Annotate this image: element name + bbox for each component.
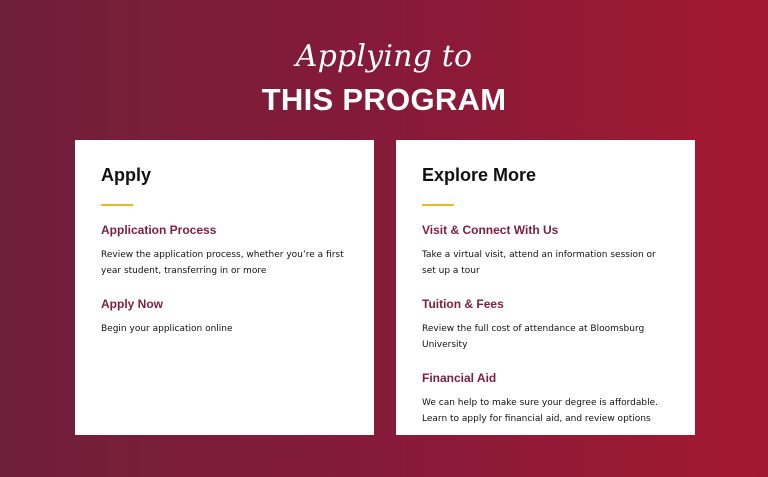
- apply-card-heading: Apply: [101, 165, 152, 185]
- accent-divider: [422, 204, 454, 206]
- tuition-fees-description: Review the full cost of attendance at Bloomsburg University: [422, 324, 645, 350]
- section-header: [0, 38, 768, 118]
- visit-connect-description: Take a virtual visit, attend an information session or set up a tour: [422, 250, 656, 276]
- accent-divider: [101, 204, 133, 206]
- explore-more-card-heading: Explore More: [422, 165, 537, 185]
- application-process-description: Review the application process, whether you’re a first year student, transferring in or more: [101, 250, 344, 276]
- financial-aid-description: We can help to make sure your degree is affordable. Learn to apply for financial aid, and review options: [422, 398, 659, 424]
- financial-aid-link[interactable]: Financial Aid: [422, 371, 497, 385]
- apply-now-description: Begin your application online: [101, 324, 233, 334]
- visit-connect-link[interactable]: Visit & Connect With Us: [422, 223, 559, 237]
- application-process-link[interactable]: Application Process: [101, 223, 217, 237]
- section-title: THIS PROGRAM: [261, 82, 507, 117]
- section-kicker: Applying to: [295, 39, 473, 74]
- apply-now-link[interactable]: Apply Now: [101, 297, 163, 311]
- tuition-fees-link[interactable]: Tuition & Fees: [422, 297, 504, 311]
- apply-card: [75, 140, 374, 435]
- explore-more-card: [396, 140, 695, 435]
